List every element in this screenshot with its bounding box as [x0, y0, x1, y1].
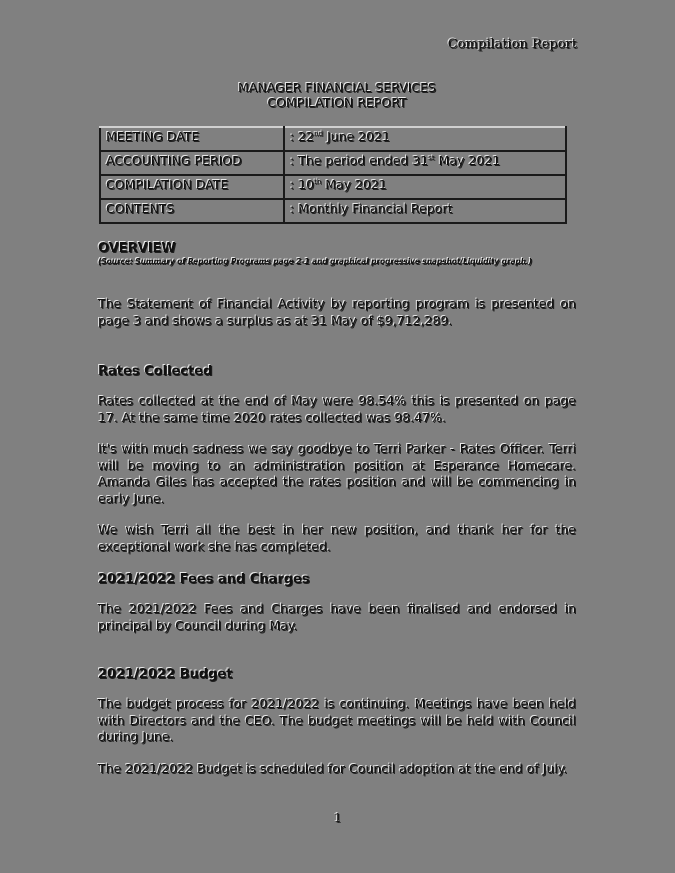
meta-table	[99, 126, 567, 224]
fees-paragraph: The 2021/2022 Fees and Charges have been finalised and endorsed in principal by Council during May.	[98, 601, 576, 633]
meta-row-meeting-date	[100, 127, 566, 151]
budget-section	[98, 667, 576, 777]
fees-heading: 2021/2022 Fees and Charges	[98, 572, 310, 587]
meta-row-accounting-period	[100, 151, 566, 175]
meta-value: : 10th May 2021	[284, 175, 566, 199]
budget-paragraph-1: The budget process for 2021/2022 is continuing. Meetings have been held with Directors and the CEO. The budget meetings will be held with Council during June.	[98, 696, 576, 744]
budget-heading: 2021/2022 Budget	[98, 667, 233, 682]
rates-section	[98, 364, 576, 555]
rates-paragraph-1: Rates collected at the end of May were 98.54% this is presented on page 17. At the same time 2020 rates collected was 98.47%.	[98, 393, 576, 425]
meta-row-contents	[100, 199, 566, 223]
title-line-1: MANAGER FINANCIAL SERVICES	[238, 80, 436, 95]
meta-label: ACCOUNTING PERIOD	[100, 151, 284, 175]
rates-paragraph-2: It's with much sadness we say goodbye to Terri Parker - Rates Officer. Terri will be moving to an administration position at Esperance Homecare. Amanda Giles has accepted the rates position and will be commencing in early June.	[98, 441, 576, 506]
meta-label: COMPILATION DATE	[100, 175, 284, 199]
meta-value: : The period ended 31st May 2021	[284, 151, 566, 175]
fees-section	[98, 572, 576, 634]
page-number: 1	[334, 811, 342, 825]
overview-source-note: (Source: Summary of Reporting Programs page 2-1 and graphical progressive snapshot/Liquidity graph.)	[98, 257, 533, 266]
rates-paragraph-3: We wish Terri all the best in her new position, and thank her for the exceptional work she has completed.	[98, 522, 576, 554]
meta-value: : Monthly Financial Report	[284, 199, 566, 223]
meta-label: MEETING DATE	[100, 127, 284, 151]
rates-heading: Rates Collected	[98, 364, 213, 379]
meta-value: : 22nd June 2021	[284, 127, 566, 151]
overview-heading: OVERVIEW	[98, 241, 176, 256]
meta-row-compilation-date	[100, 175, 566, 199]
overview-paragraph: The Statement of Financial Activity by reporting program is presented on page 3 and shows a surplus as at 31 May of $9,712,289.	[98, 296, 576, 328]
meta-label: CONTENTS	[100, 199, 284, 223]
title-line-2: COMPILATION REPORT	[267, 95, 407, 110]
budget-paragraph-2: The 2021/2022 Budget is scheduled for Council adoption at the end of July.	[98, 760, 568, 776]
report-title	[98, 80, 576, 110]
running-header: Compilation Report	[447, 37, 577, 52]
overview-section	[98, 241, 576, 329]
